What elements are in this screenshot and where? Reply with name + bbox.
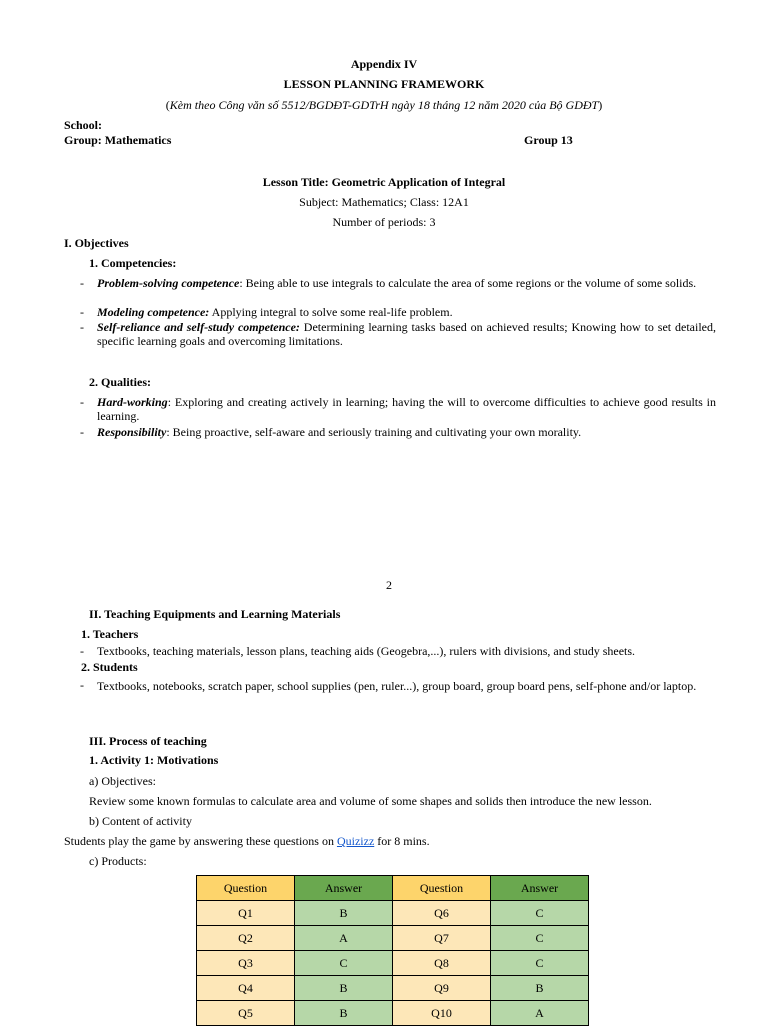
answer-cell: C [491,951,589,976]
competency-label: Problem-solving competence [97,276,240,290]
students-item [80,678,716,695]
objectives-text: Review some known formulas to calculate area and volume of some shapes and solids then introduce the new lesson. [89,794,652,808]
question-cell: Q7 [393,926,491,951]
group-number: Group 13 [524,133,573,147]
process-heading: III. Process of teaching [89,734,207,748]
lesson-title: Lesson Title: Geometric Application of Integral [262,175,506,189]
content-label: b) Content of activity [89,814,192,828]
content-line [64,834,430,848]
table-row [197,926,589,951]
quality-item [80,425,716,439]
question-cell: Q5 [197,1001,295,1026]
bullet-dash: - [80,678,84,692]
quality-text: : Being proactive, self-aware and seriously training and cultivating your own morality. [166,425,582,439]
competency-item [80,276,716,290]
header-answer: Answer [491,876,589,901]
header-question: Question [393,876,491,901]
table-row [197,901,589,926]
reference-line [0,98,768,112]
periods-line: Number of periods: 3 [332,215,436,229]
group-label: Group: Mathematics [64,133,172,147]
bullet-dash: - [80,644,84,658]
competency-label: Self-reliance and self-study competence: [97,320,300,334]
question-cell: Q1 [197,901,295,926]
products-label: c) Products: [89,854,147,868]
question-cell: Q4 [197,976,295,1001]
bullet-dash: - [80,425,84,439]
framework-title: LESSON PLANNING FRAMEWORK [283,77,485,91]
activity-heading: 1. Activity 1: Motivations [89,753,219,767]
objectives-label: a) Objectives: [89,774,156,788]
quality-label: Hard-working [97,395,168,409]
competency-text: Applying integral to solve some real-life problem. [209,305,453,319]
question-cell: Q8 [393,951,491,976]
teachers-heading: 1. Teachers [81,627,139,641]
question-cell: Q10 [393,1001,491,1026]
qualities-heading: 2. Qualities: [89,375,151,389]
reference-open: ( [165,98,170,112]
answer-cell: A [295,926,393,951]
quality-item [80,395,716,423]
answer-cell: C [491,901,589,926]
students-heading: 2. Students [81,660,138,674]
table-row [197,1001,589,1026]
school-label: School: [64,118,103,132]
competency-item [80,305,716,319]
page-number: 2 [386,578,392,592]
answer-cell: C [295,951,393,976]
answer-cell: A [491,1001,589,1026]
question-cell: Q2 [197,926,295,951]
header-answer: Answer [295,876,393,901]
table-row [197,951,589,976]
table-header-row [197,876,589,901]
quality-label: Responsibility [97,425,167,439]
reference-close: ) [598,98,603,112]
bullet-dash: - [80,395,84,409]
competency-text: : Being able to use integrals to calculate the area of some regions or the volume of some solids. [239,276,697,290]
table-row [197,976,589,1001]
answer-table [196,875,589,1026]
question-cell: Q3 [197,951,295,976]
competency-text: Determining learning tasks based on achieved results; Knowing how to set detailed, specific learning goals and overcoming limitations. [97,320,716,348]
appendix-title: Appendix IV [350,57,418,71]
competency-label: Modeling competence: [97,305,210,319]
answer-cell: B [295,1001,393,1026]
content-before: Students play the game by answering these questions on [64,834,337,848]
bullet-dash: - [80,320,84,334]
competencies-heading: 1. Competencies: [89,256,177,270]
content-after: for 8 mins. [374,834,430,848]
answer-cell: C [491,926,589,951]
quizizz-link[interactable]: Quizizz [336,834,375,848]
header-question: Question [197,876,295,901]
bullet-dash: - [80,276,84,290]
objectives-heading: I. Objectives [64,236,129,250]
equipment-heading: II. Teaching Equipments and Learning Materials [89,607,341,621]
students-text: Textbooks, notebooks, scratch paper, school supplies (pen, ruler...), group board, group board pens, self-phone and/or laptop. [97,679,697,693]
answer-cell: B [491,976,589,1001]
answer-cell: B [295,976,393,1001]
teachers-item [80,644,716,658]
teachers-text: Textbooks, teaching materials, lesson plans, teaching aids (Geogebra,...), rulers with divisions, and study sheets. [97,644,636,658]
bullet-dash: - [80,305,84,319]
quality-text: : Exploring and creating actively in learning; having the will to overcome difficulties to achieve good results in learning. [97,395,716,423]
reference-text: Kèm theo Công văn số 5512/BGDĐT-GDTrH ngày 18 tháng 12 năm 2020 của Bộ GDĐT [169,98,599,112]
subject-line: Subject: Mathematics; Class: 12A1 [299,195,469,209]
question-cell: Q9 [393,976,491,1001]
answer-cell: B [295,901,393,926]
question-cell: Q6 [393,901,491,926]
competency-item [80,320,716,348]
